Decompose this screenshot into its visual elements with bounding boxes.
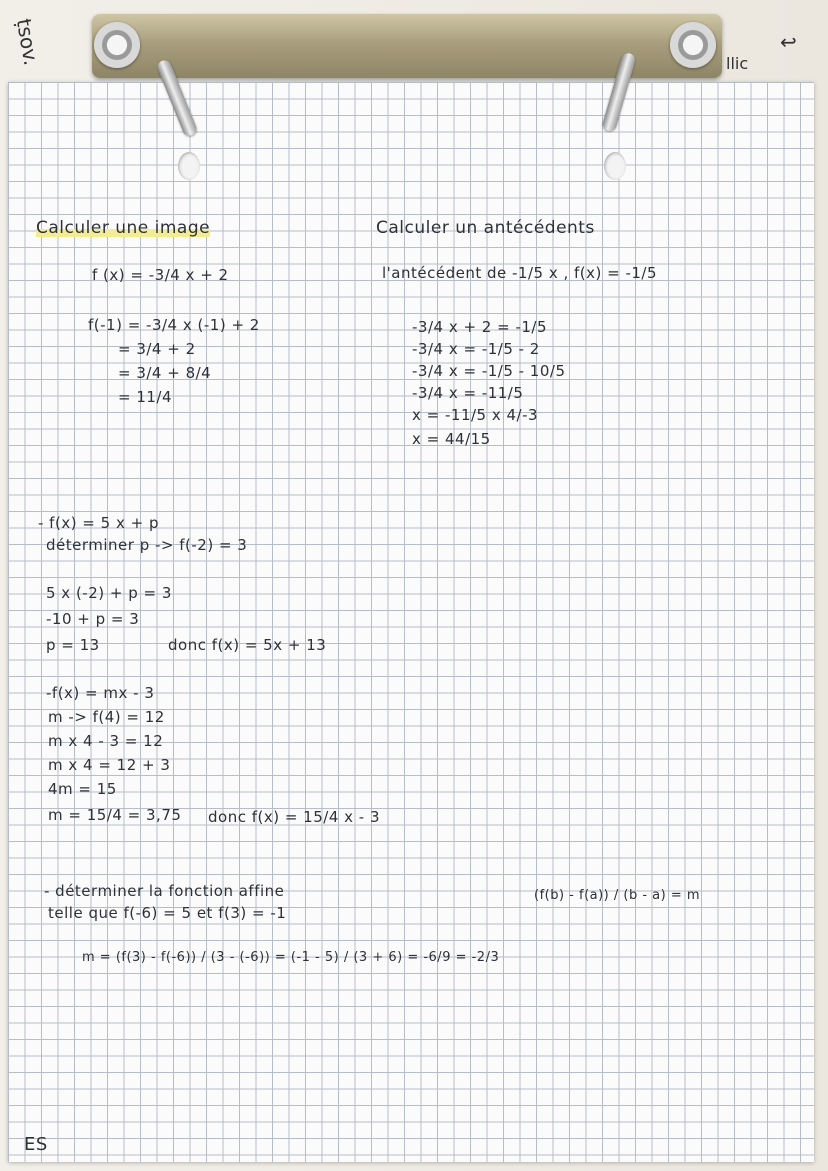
antecedent-statement: l'antécédent de -1/5 x , f(x) = -1/5 — [382, 264, 658, 282]
calc-line: m x 4 - 3 = 12 — [48, 732, 164, 750]
task-line: m -> f(4) = 12 — [48, 708, 165, 726]
binder-rivet-right — [670, 22, 716, 68]
section-title: Calculer un antécédents — [376, 218, 595, 238]
calc-result: = 11/4 — [118, 388, 173, 406]
edge-text-right: llic — [726, 54, 749, 73]
calc-result: x = 44/15 — [412, 430, 491, 448]
function-definition: f (x) = -3/4 x + 2 — [92, 266, 229, 284]
function-definition: -f(x) = mx - 3 — [46, 684, 155, 702]
conclusion: donc f(x) = 15/4 x - 3 — [208, 808, 381, 826]
calc-result: p = 13 — [46, 636, 100, 654]
calc-line: -3/4 x = -1/5 - 10/5 — [412, 362, 566, 380]
calc-line: 5 x (-2) + p = 3 — [46, 584, 172, 602]
grid-paper-sheet — [8, 82, 814, 1162]
calc-line: = 3/4 + 8/4 — [118, 364, 212, 382]
task-line: déterminer p -> f(-2) = 3 — [46, 536, 248, 554]
calc-line: f(-1) = -3/4 x (-1) + 2 — [88, 316, 260, 334]
task-line: - déterminer la fonction affine — [44, 882, 285, 900]
calc-line: -10 + p = 3 — [46, 610, 140, 628]
slope-formula: (f(b) - f(a)) / (b - a) = m — [534, 888, 701, 903]
calc-line: -3/4 x = -1/5 - 2 — [412, 340, 540, 358]
binder-rivet-left — [94, 22, 140, 68]
punch-hole-left — [178, 152, 200, 180]
conclusion: donc f(x) = 5x + 13 — [168, 636, 327, 654]
calc-line: m x 4 = 12 + 3 — [48, 756, 171, 774]
section-title: Calculer une image — [36, 218, 211, 238]
edge-mark-right: ↩ — [780, 30, 797, 54]
calc-line: -3/4 x + 2 = -1/5 — [412, 318, 548, 336]
calc-line: x = -11/5 x 4/-3 — [412, 406, 539, 424]
punch-hole-right — [604, 152, 626, 180]
calc-line: m = (f(3) - f(-6)) / (3 - (-6)) = (-1 - 5) / (3 + 6) = -6/9 = -2/3 — [82, 950, 500, 965]
calc-line: -3/4 x = -11/5 — [412, 384, 524, 402]
page-edge-mark: ES — [24, 1134, 48, 1155]
calc-result: m = 15/4 = 3,75 — [48, 806, 182, 824]
calc-line: 4m = 15 — [48, 780, 117, 798]
calc-line: = 3/4 + 2 — [118, 340, 196, 358]
task-line: telle que f(-6) = 5 et f(3) = -1 — [48, 904, 287, 922]
edge-text-left: ṭsov. — [11, 16, 44, 68]
function-definition: - f(x) = 5 x + p — [38, 514, 159, 532]
